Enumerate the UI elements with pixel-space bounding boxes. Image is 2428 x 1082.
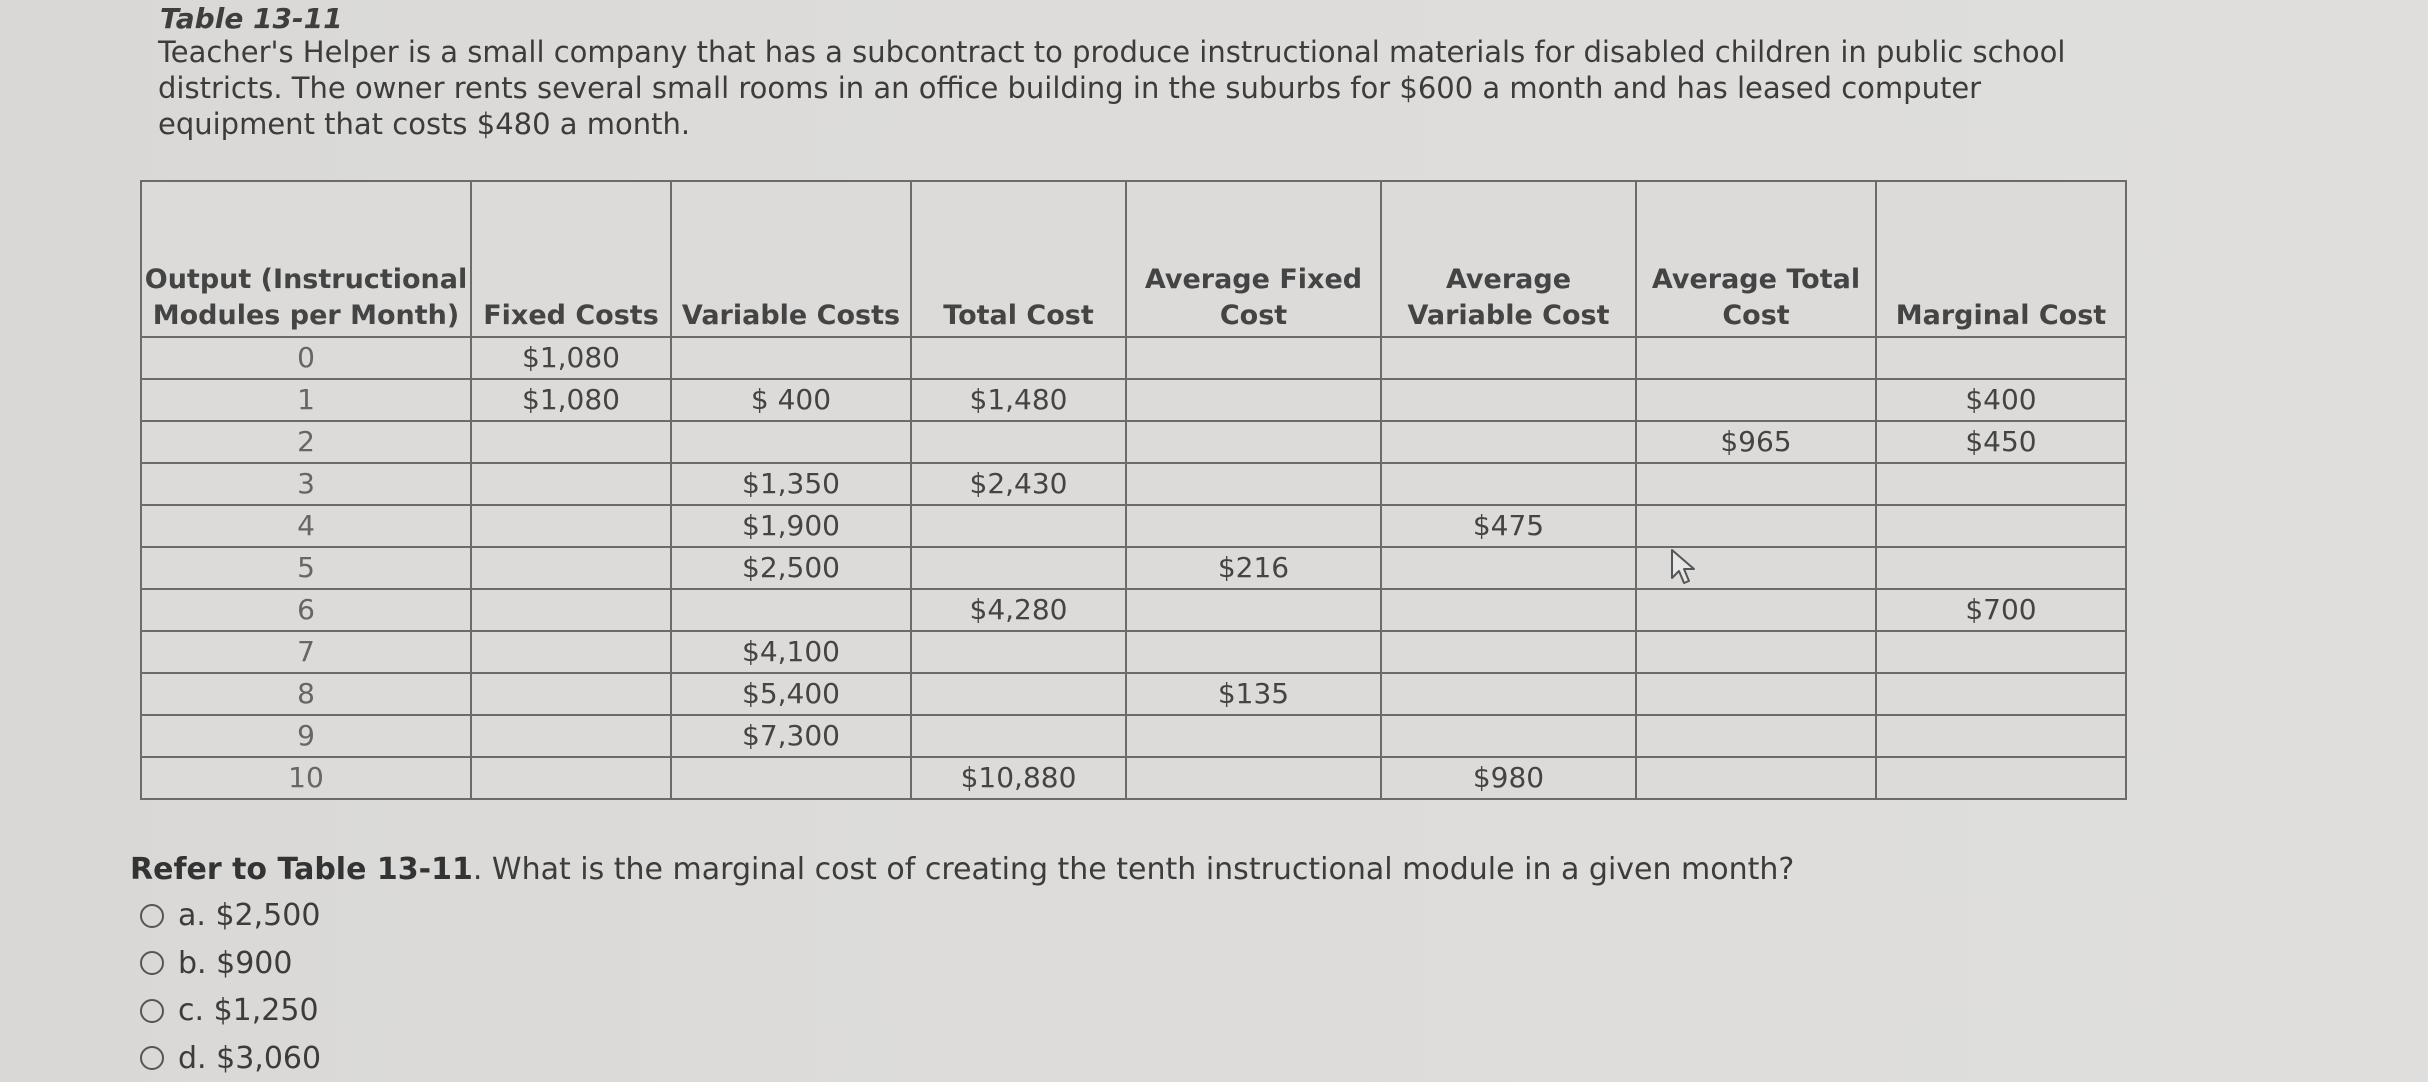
cost-table <box>140 180 2127 800</box>
choice-label: a. $2,500 <box>178 898 321 934</box>
cell-fixed-costs <box>471 505 671 547</box>
cell-average-total-cost <box>1636 505 1876 547</box>
cell-marginal-cost: $700 <box>1876 589 2126 631</box>
choice-a[interactable] <box>140 892 321 940</box>
radio-button-icon[interactable] <box>140 951 164 975</box>
problem-description: Teacher's Helper is a small company that has a subcontract to produce instructional materials for disabled children in public school districts. The owner rents several small rooms in an office building in the suburbs for $600 a month and has leased computer equipment that costs $480 a month. <box>158 35 2066 141</box>
cell-output: 10 <box>141 757 471 799</box>
question-table-ref: Refer to Table 13-11 <box>130 852 473 887</box>
radio-button-icon[interactable] <box>140 999 164 1023</box>
question-body: . What is the marginal cost of creating the tenth instructional module in a given month? <box>472 852 1795 887</box>
mouse-pointer-icon <box>1668 548 1708 588</box>
cell-average-fixed-cost <box>1126 421 1381 463</box>
cell-fixed-costs <box>471 757 671 799</box>
cell-average-fixed-cost <box>1126 631 1381 673</box>
table-row <box>141 547 2126 589</box>
table-row <box>141 589 2126 631</box>
answer-choices <box>140 892 321 1082</box>
cell-average-variable-cost <box>1381 715 1636 757</box>
cell-average-total-cost <box>1636 379 1876 421</box>
header-marginal-cost: Marginal Cost <box>1876 181 2126 337</box>
cost-table-container <box>140 180 2125 794</box>
cell-fixed-costs <box>471 715 671 757</box>
cell-total-cost <box>911 547 1126 589</box>
table-row <box>141 463 2126 505</box>
table-row <box>141 337 2126 379</box>
cell-average-variable-cost <box>1381 547 1636 589</box>
cell-average-variable-cost <box>1381 337 1636 379</box>
cell-marginal-cost <box>1876 673 2126 715</box>
cell-marginal-cost <box>1876 757 2126 799</box>
cell-average-total-cost <box>1636 337 1876 379</box>
cell-average-variable-cost <box>1381 379 1636 421</box>
cell-average-fixed-cost <box>1126 589 1381 631</box>
cell-fixed-costs <box>471 673 671 715</box>
choice-b[interactable] <box>140 940 321 988</box>
cell-average-variable-cost <box>1381 631 1636 673</box>
cell-fixed-costs: $1,080 <box>471 337 671 379</box>
choice-c[interactable] <box>140 987 321 1035</box>
cell-total-cost <box>911 421 1126 463</box>
cell-average-total-cost <box>1636 589 1876 631</box>
cell-average-fixed-cost <box>1126 463 1381 505</box>
cell-output: 7 <box>141 631 471 673</box>
radio-button-icon[interactable] <box>140 1046 164 1070</box>
cell-average-variable-cost <box>1381 673 1636 715</box>
cell-variable-costs <box>671 337 911 379</box>
cell-fixed-costs: $1,080 <box>471 379 671 421</box>
cell-marginal-cost <box>1876 505 2126 547</box>
cell-average-variable-cost: $475 <box>1381 505 1636 547</box>
cell-average-variable-cost <box>1381 589 1636 631</box>
choice-label: b. $900 <box>178 945 293 981</box>
table-row <box>141 673 2126 715</box>
table-row <box>141 715 2126 757</box>
cell-average-fixed-cost <box>1126 505 1381 547</box>
table-row <box>141 631 2126 673</box>
cell-fixed-costs <box>471 421 671 463</box>
cell-average-variable-cost <box>1381 421 1636 463</box>
cell-marginal-cost <box>1876 715 2126 757</box>
header-output: Output (Instructional Modules per Month) <box>141 181 471 337</box>
header-fixed-costs: Fixed Costs <box>471 181 671 337</box>
cell-variable-costs <box>671 589 911 631</box>
cell-total-cost: $2,430 <box>911 463 1126 505</box>
header-variable-costs: Variable Costs <box>671 181 911 337</box>
header-average-total-cost: Average Total Cost <box>1636 181 1876 337</box>
cell-variable-costs <box>671 421 911 463</box>
cell-variable-costs: $ 400 <box>671 379 911 421</box>
cell-fixed-costs <box>471 631 671 673</box>
cell-variable-costs: $4,100 <box>671 631 911 673</box>
cell-marginal-cost <box>1876 463 2126 505</box>
cell-average-fixed-cost <box>1126 757 1381 799</box>
cell-output: 3 <box>141 463 471 505</box>
cell-total-cost: $1,480 <box>911 379 1126 421</box>
cell-total-cost <box>911 505 1126 547</box>
cell-average-variable-cost <box>1381 463 1636 505</box>
cell-variable-costs <box>671 757 911 799</box>
cell-output: 1 <box>141 379 471 421</box>
cell-average-variable-cost: $980 <box>1381 757 1636 799</box>
cell-average-fixed-cost <box>1126 379 1381 421</box>
cell-total-cost <box>911 337 1126 379</box>
cell-marginal-cost <box>1876 547 2126 589</box>
cell-fixed-costs <box>471 589 671 631</box>
cell-variable-costs: $7,300 <box>671 715 911 757</box>
cell-output: 6 <box>141 589 471 631</box>
cell-marginal-cost: $400 <box>1876 379 2126 421</box>
cell-average-total-cost: $965 <box>1636 421 1876 463</box>
table-row <box>141 757 2126 799</box>
cell-average-fixed-cost: $216 <box>1126 547 1381 589</box>
cell-average-fixed-cost <box>1126 715 1381 757</box>
cell-average-fixed-cost: $135 <box>1126 673 1381 715</box>
cell-total-cost: $4,280 <box>911 589 1126 631</box>
cell-average-total-cost <box>1636 715 1876 757</box>
choice-label: c. $1,250 <box>178 993 319 1029</box>
cell-output: 4 <box>141 505 471 547</box>
cell-output: 8 <box>141 673 471 715</box>
cell-average-total-cost <box>1636 673 1876 715</box>
cell-variable-costs: $1,900 <box>671 505 911 547</box>
cell-variable-costs: $2,500 <box>671 547 911 589</box>
cell-average-total-cost <box>1636 631 1876 673</box>
cell-average-total-cost <box>1636 463 1876 505</box>
cell-total-cost: $10,880 <box>911 757 1126 799</box>
question-text <box>130 852 1794 887</box>
cell-fixed-costs <box>471 547 671 589</box>
table-row <box>141 379 2126 421</box>
radio-button-icon[interactable] <box>140 904 164 928</box>
cell-marginal-cost <box>1876 337 2126 379</box>
cell-variable-costs: $1,350 <box>671 463 911 505</box>
cell-output: 9 <box>141 715 471 757</box>
table-title: Table 13-11 <box>160 2 343 35</box>
cell-fixed-costs <box>471 463 671 505</box>
cell-total-cost <box>911 631 1126 673</box>
cell-marginal-cost: $450 <box>1876 421 2126 463</box>
table-row <box>141 505 2126 547</box>
cell-variable-costs: $5,400 <box>671 673 911 715</box>
choice-d[interactable] <box>140 1035 321 1082</box>
cell-output: 5 <box>141 547 471 589</box>
cell-marginal-cost <box>1876 631 2126 673</box>
cell-average-total-cost <box>1636 757 1876 799</box>
header-total-cost: Total Cost <box>911 181 1126 337</box>
header-average-fixed-cost: Average Fixed Cost <box>1126 181 1381 337</box>
table-row <box>141 421 2126 463</box>
table-body <box>141 337 2126 799</box>
cell-total-cost <box>911 715 1126 757</box>
cell-output: 2 <box>141 421 471 463</box>
cell-output: 0 <box>141 337 471 379</box>
choice-label: d. $3,060 <box>178 1040 322 1076</box>
cell-average-fixed-cost <box>1126 337 1381 379</box>
cell-total-cost <box>911 673 1126 715</box>
header-average-variable-cost: Average Variable Cost <box>1381 181 1636 337</box>
